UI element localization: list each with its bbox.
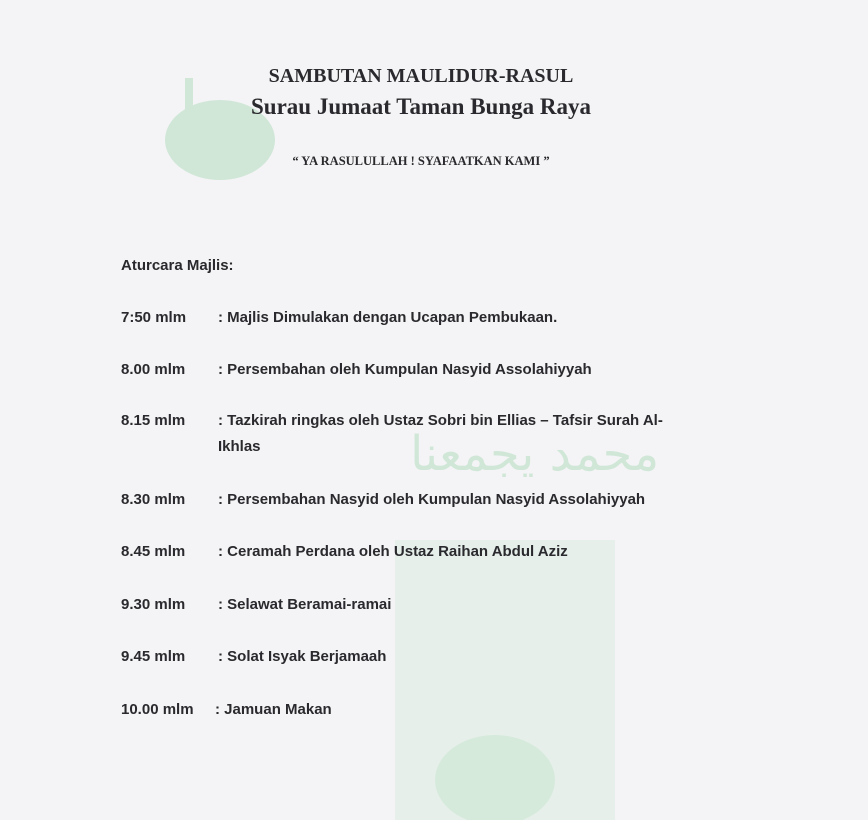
agenda-item: [121, 357, 698, 383]
document-title: SAMBUTAN MAULIDUR-RASUL: [268, 65, 574, 87]
agenda-time: 7:50 mlm: [121, 309, 187, 326]
svg-text:محمد يجمعنا: محمد يجمعنا: [410, 426, 660, 482]
agenda-time: 9.45 mlm: [121, 648, 186, 665]
agenda-item: [121, 592, 698, 618]
agenda-desc: : Persembahan Nasyid oleh Kumpulan Nasyid Assolahiyyah: [218, 491, 646, 508]
agenda-time: 10.00 mlm: [121, 701, 194, 718]
agenda-item: [121, 697, 695, 723]
agenda-time: 8.30 mlm: [121, 491, 186, 508]
agenda-desc: : Ceramah Perdana oleh Ustaz Raihan Abdul Aziz: [218, 543, 568, 560]
agenda-time: 8.00 mlm: [121, 361, 186, 378]
agenda-desc: : Persembahan oleh Kumpulan Nasyid Assolahiyyah: [218, 361, 592, 378]
agenda-item: [121, 305, 698, 331]
agenda-time: 8.15 mlm: [121, 412, 186, 429]
agenda-desc: : Tazkirah ringkas oleh Ustaz Sobri bin Ellias – Tafsir Surah Al-Ikhlas: [218, 412, 663, 455]
agenda-desc: : Selawat Beramai-ramai: [218, 596, 392, 613]
motto: “ YA RASULULLAH ! SYAFAATKAN KAMI ”: [292, 154, 550, 168]
agenda-item: [121, 408, 693, 460]
agenda-item: [121, 539, 698, 565]
agenda-time: 9.30 mlm: [121, 596, 186, 613]
agenda-desc: : Solat Isyak Berjamaah: [218, 648, 387, 665]
agenda-label: Aturcara Majlis:: [121, 257, 234, 274]
agenda-time: 8.45 mlm: [121, 543, 186, 560]
agenda-desc: : Majlis Dimulakan dengan Ucapan Pembukaan.: [218, 309, 558, 326]
agenda-desc: : Jamuan Makan: [215, 701, 332, 718]
agenda-item: [121, 644, 698, 670]
agenda-item: [121, 487, 698, 513]
document-subtitle: Surau Jumaat Taman Bunga Raya: [251, 94, 591, 119]
